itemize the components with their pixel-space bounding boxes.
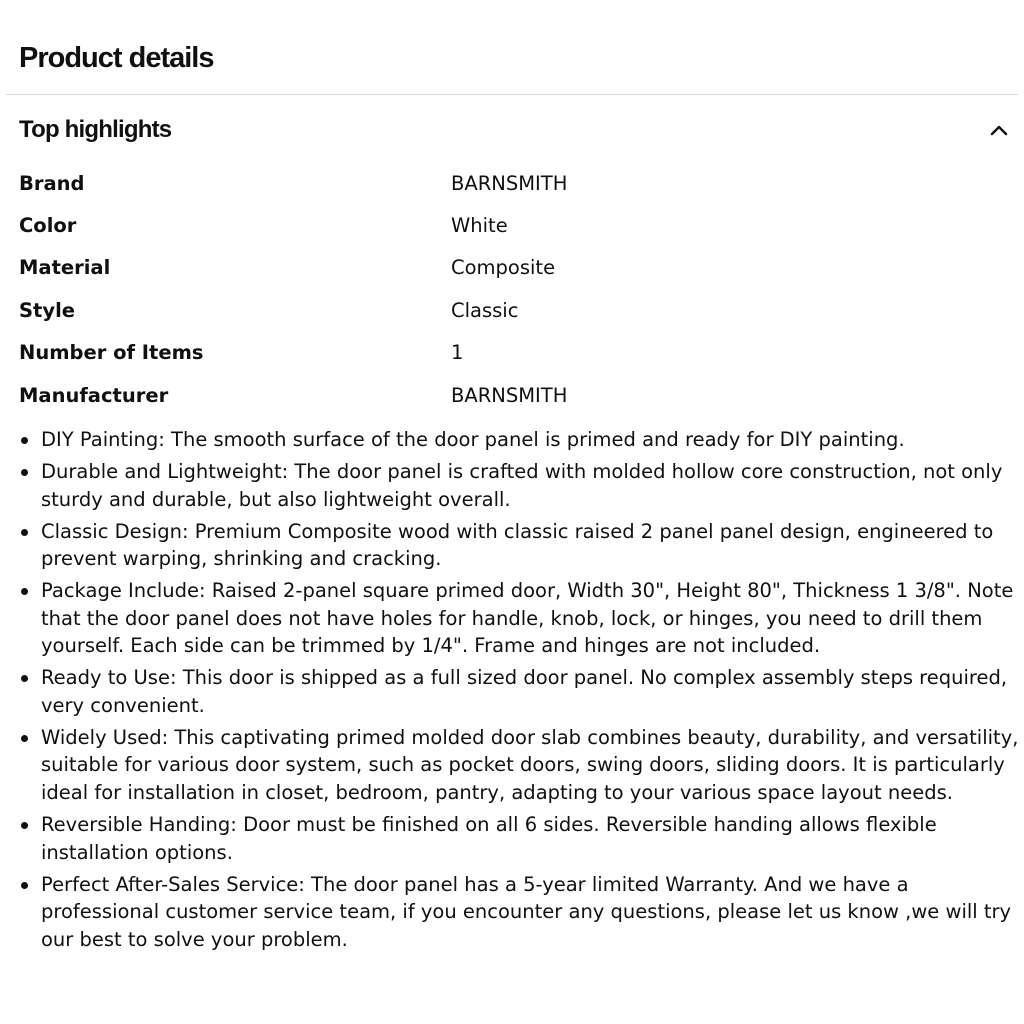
spec-key: Style: [19, 298, 75, 322]
top-highlights-toggle[interactable]: [19, 112, 1010, 148]
feature-bullet: Durable and Lightweight: The door panel is crafted with molded hollow core construction, not only sturdy and durable, but also lightweight overall.: [19, 458, 1019, 513]
spec-row-color: [19, 204, 979, 246]
feature-bullet: Widely Used: This captivating primed molded door slab combines beauty, durability, and versatility, suitable for various door system, such as pocket doors, swing doors, sliding doors. It is particularly ideal for installation in closet, bedroom, pantry, adapting to your various space layout needs.: [19, 724, 1019, 807]
spec-key: Brand: [19, 171, 85, 195]
chevron-up-icon[interactable]: [988, 119, 1010, 141]
spec-key: Number of Items: [19, 341, 204, 365]
feature-bullet: Package Include: Raised 2-panel square primed door, Width 30", Height 80", Thickness 1 3/8". Note that the door panel does not have holes for handle, knob, lock, or hinges, you need to drill them yourself. Each side can be trimmed by 1/4". Frame and hinges are not included.: [19, 577, 1019, 660]
spec-value: Classic: [451, 298, 519, 322]
spec-row-style: [19, 289, 979, 331]
spec-value: BARNSMITH: [451, 383, 568, 407]
spec-table: [19, 162, 979, 416]
spec-row-number-of-items: [19, 332, 979, 374]
feature-bullet-list: [19, 426, 1019, 958]
feature-bullet: Reversible Handing: Door must be finished on all 6 sides. Reversible handing allows flexible installation options.: [19, 811, 1019, 866]
feature-bullet: Classic Design: Premium Composite wood with classic raised 2 panel panel design, engineered to prevent warping, shrinking and cracking.: [19, 518, 1019, 573]
page-title: Product details: [19, 42, 214, 74]
spec-row-material: [19, 247, 979, 289]
spec-value: Composite: [451, 256, 556, 280]
spec-value: BARNSMITH: [451, 171, 568, 195]
section-divider: [6, 94, 1018, 95]
spec-value: White: [451, 214, 508, 238]
spec-row-manufacturer: [19, 374, 979, 416]
feature-bullet: Ready to Use: This door is shipped as a full sized door panel. No complex assembly steps required, very convenient.: [19, 664, 1019, 719]
spec-key: Manufacturer: [19, 383, 169, 407]
spec-key: Color: [19, 214, 77, 238]
spec-row-brand: [19, 162, 979, 204]
feature-bullet: DIY Painting: The smooth surface of the door panel is primed and ready for DIY painting.: [19, 426, 1019, 454]
feature-bullet: Perfect After-Sales Service: The door panel has a 5-year limited Warranty. And we have a professional customer service team, if you encounter any questions, please let us know ,we will try our best to solve your problem.: [19, 871, 1019, 954]
spec-value: 1: [451, 341, 464, 365]
section-title: Top highlights: [19, 116, 172, 143]
spec-key: Material: [19, 256, 111, 280]
